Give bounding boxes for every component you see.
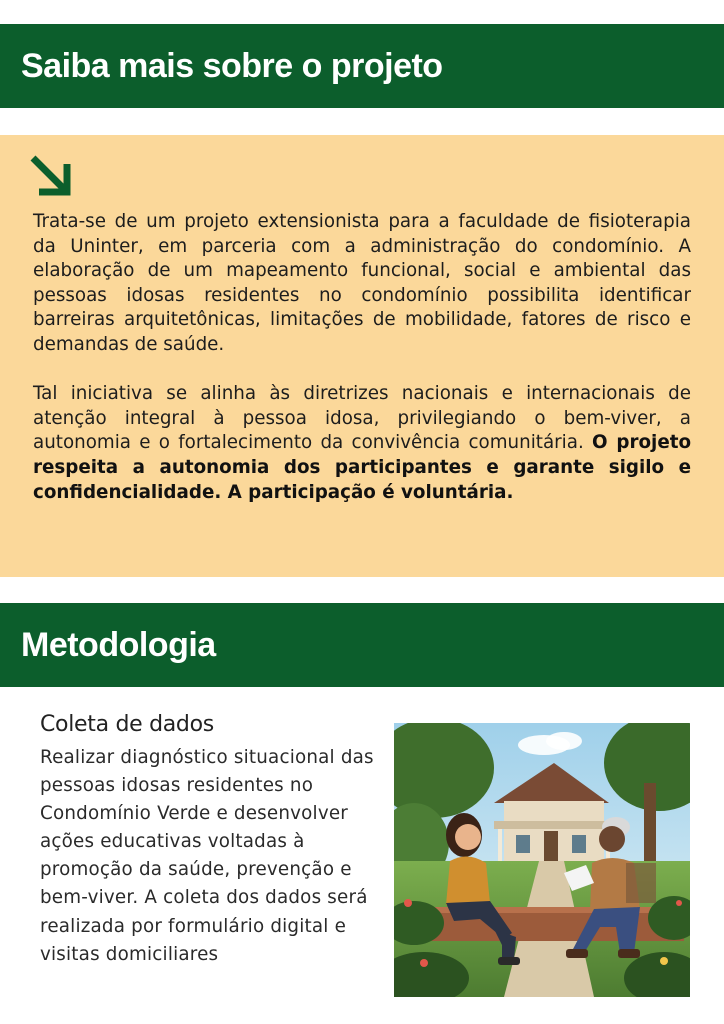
methodology-banner: [0, 603, 724, 687]
arrow-down-right-icon: [27, 152, 75, 200]
methodology-heading: Metodologia: [21, 625, 216, 664]
about-paragraph-2-regular: Tal iniciativa se alinha às diretrizes nacionais e internacionais de atenção integral à pessoa idosa, privilegiando o bem-viver, a autonomia e o fortalecimento da convivência comunitária.: [33, 383, 691, 454]
data-collection-heading: Coleta de dados: [40, 712, 214, 737]
about-paragraph-1: Trata-se de um projeto extensionista para a faculdade de fisioterapia da Uninter, em parceria com a administração do condomínio. A elaboração de um mapeamento funcional, social e ambiental das pessoas idosas residentes no condomínio possibilita identificar barreiras arquitetônicas, limitações de mobilidade, fatores de risco e demandas de saúde.: [33, 211, 691, 355]
about-heading: Saiba mais sobre o projeto: [21, 46, 443, 85]
about-text: [33, 210, 691, 505]
about-banner: [0, 24, 724, 108]
about-paragraph-2: [33, 382, 691, 505]
about-box: [0, 135, 724, 577]
data-collection-text: Realizar diagnóstico situacional das pessoas idosas residentes no Condomínio Verde e desenvolver ações educativas voltadas à promoção da saúde, prevenção e bem-viver. A coleta dos dados será realizada por formulário digital e visitas domiciliares: [40, 747, 374, 965]
about-paragraph-2-bold: O projeto respeita a autonomia dos participantes e garante sigilo e confidencialidade. A participação é voluntária.: [33, 432, 692, 503]
illustration-image: [394, 723, 690, 997]
